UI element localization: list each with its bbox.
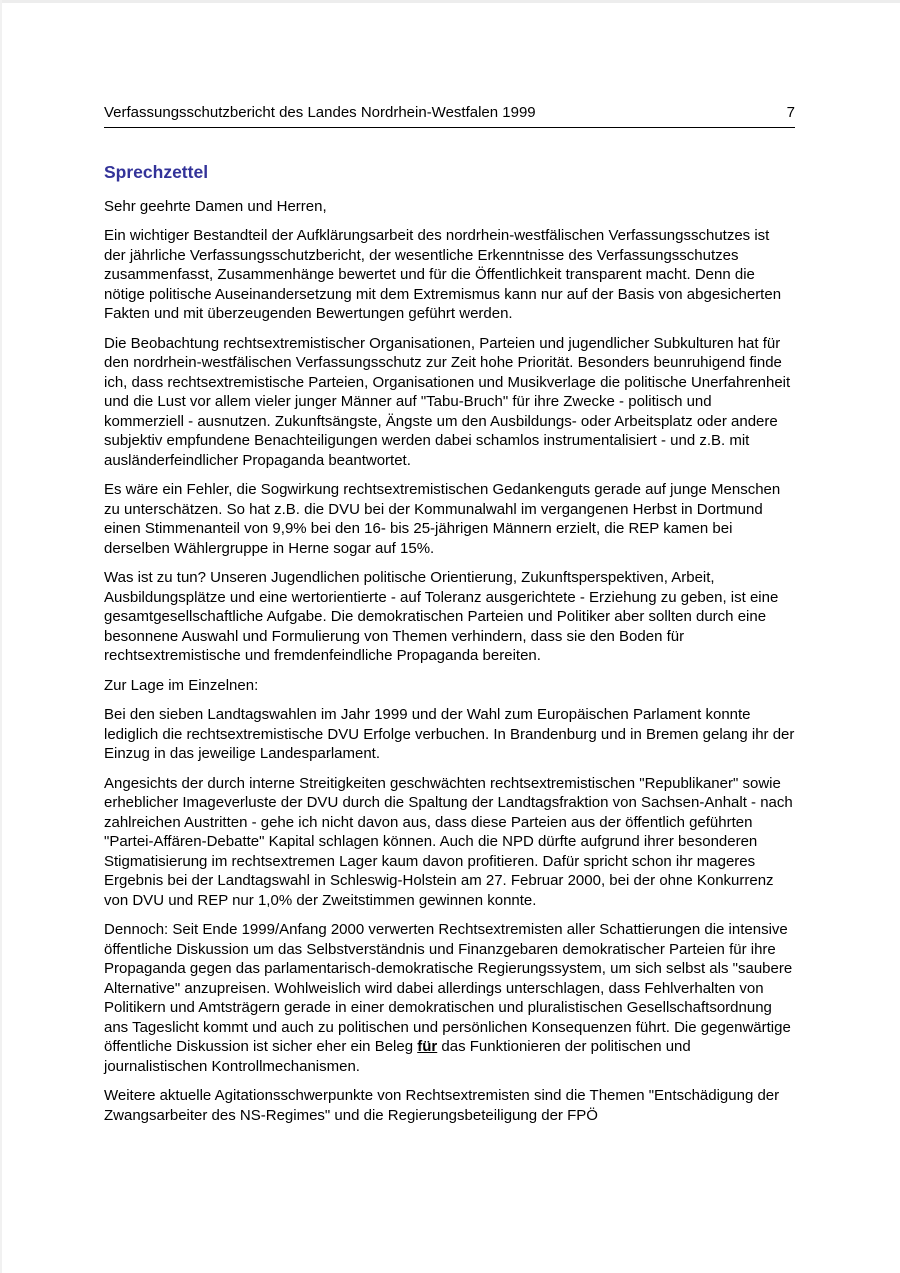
paragraph-sogwirkung: Es wäre ein Fehler, die Sogwirkung rechtsextremistischen Gedankenguts gerade auf junge Menschen zu unterschätzen. So hat z.B. die DVU bei der Kommunalwahl im vergangenen Herbst in Dortmund einen Stimmenanteil von 9,9% bei den 16- bis 25-jährigen Männern erzielt, die REP kamen bei derselben Wählergruppe in Herne sogar auf 15%. (104, 481, 781, 557)
paragraph-beobachtung: Die Beobachtung rechtsextremistischer Organisationen, Parteien und jugendlicher Subkulturen hat für den nordrhein-westfälischen Verfassungsschutz zur Zeit hohe Priorität. Besonders beunruhigend finde ich, dass rechtsextremistische Parteien, Organisationen und Musikverlage die politische Unerfahrenheit und die Lust vor allem vieler junger Männer auf "Tabu-Bruch" für ihre Zwecke - politisch und kommerziell - ausnutzen. Zukunftsängste, Ängste um den Ausbildungs- oder Arbeitsplatz oder andere subjektiv empfundene Benachteiligungen werden dabei schamlos instrumentalisiert - und z.B. mit ausländerfeindlicher Propaganda beantwortet. (104, 334, 791, 469)
page-number: 7 (786, 104, 795, 121)
paragraph-text-after: das Funktionieren der politischen und journalistischen Kontrollmechanismen. (104, 1038, 691, 1075)
paragraph-aufklaerungsarbeit: Ein wichtiger Bestandteil der Aufklärungsarbeit des nordrhein-westfälischen Verfassungsschutzes ist der jährliche Verfassungsschutzbericht, der wesentliche Erkenntnisse des Verfassungsschutzes zusammenfasst, Zusammenhänge bewertet und für die Öffentlichkeit transparent macht. Denn die nötige politische Auseinandersetzung mit dem Extremismus kann nur auf der Basis von abgesicherten Fakten und mit überzeugenden Bewertungen geführt werden. (104, 227, 782, 322)
header-title: Verfassungsschutzbericht des Landes Nordrhein-Westfalen 1999 (104, 104, 536, 121)
scan-artifact-top (0, 0, 900, 3)
paragraph-zur-lage: Zur Lage im Einzelnen: (104, 676, 259, 694)
salutation: Sehr geehrte Damen und Herren, (104, 197, 327, 215)
paragraph-agitationsschwerpunkte: Weitere aktuelle Agitationsschwerpunkte von Rechtsextremisten sind die Themen "Entschädigung der Zwangsarbeiter des NS-Regimes" und die Regierungsbeteiligung der FPÖ (104, 1087, 780, 1124)
paragraph-landtagswahlen: Bei den sieben Landtagswahlen im Jahr 1999 und der Wahl zum Europäischen Parlament konnte lediglich die rechtsextremistische DVU Erfolge verbuchen. In Brandenburg und in Bremen gelang ihr der Einzug in das jeweilige Landesparlament. (104, 706, 795, 762)
paragraph-angesichts: Angesichts der durch interne Streitigkeiten geschwächten rechtsextremistischen "Republikaner" sowie erheblicher Imageverluste der DVU durch die Spaltung der Landtagsfraktion von Sachsen-Anhalt - nach zahlreichen Austritten - gehe ich nicht davon aus, dass diese Parteien aus der öffentlich geführten "Partei-Affären-Debatte" Kapital schlagen können. Auch die NPD dürfte aufgrund ihrer besonderen Stigmatisierung im rechtsextremen Lager kaum davon profitieren. Dafür spricht schon ihr mageres Ergebnis bei der Landtagswahl in Schleswig-Holstein am 27. Februar 2000, bei der ohne Konkurrenz von DVU und REP nur 1,0% der Zweitstimmen gewinnen konnte. (104, 774, 793, 909)
paragraph-text-before: Dennoch: Seit Ende 1999/Anfang 2000 verwerten Rechtsextremisten aller Schattierungen die intensive öffentliche Diskussion um das Selbstverständnis und Finanzgebaren demokratischer Parteien für ihre Propaganda gegen das parlamentarisch-demokratische Regierungssystem, um sich selbst als "saubere Alternative" anzupreisen. Wohlweislich wird dabei allerdings unterschlagen, dass Fehlverhalten von Politikern und Amtsträgern gerade in einer demokratischen und pluralistischen Gesellschaftsordnung ans Tageslicht kommt und auch zu politischen und persönlichen Konsequenzen führt. Die gegenwärtige öffentliche Diskussion ist sicher eher ein Beleg (104, 921, 793, 1055)
section-heading: Sprechzettel (104, 161, 209, 182)
paragraph-dennoch (104, 920, 795, 1076)
paragraph-was-ist-zu-tun: Was ist zu tun? Unseren Jugendlichen politische Orientierung, Zukunftsperspektiven, Arbeit, Ausbildungsplätze und eine wertorientierte - auf Toleranz ausgerichtete - Erziehung zu geben, ist eine gesamtgesellschaftliche Aufgabe. Die demokratischen Parteien und Politiker aber sollten durch eine besonnene Auswahl und Formulierung von Themen verhindern, dass sie den Boden für rechtsextremistische und fremdenfeindliche Propaganda bereiten. (104, 569, 779, 664)
emphasized-word: für (417, 1038, 438, 1055)
scan-artifact-left (0, 0, 2, 1273)
page-header (104, 103, 795, 128)
